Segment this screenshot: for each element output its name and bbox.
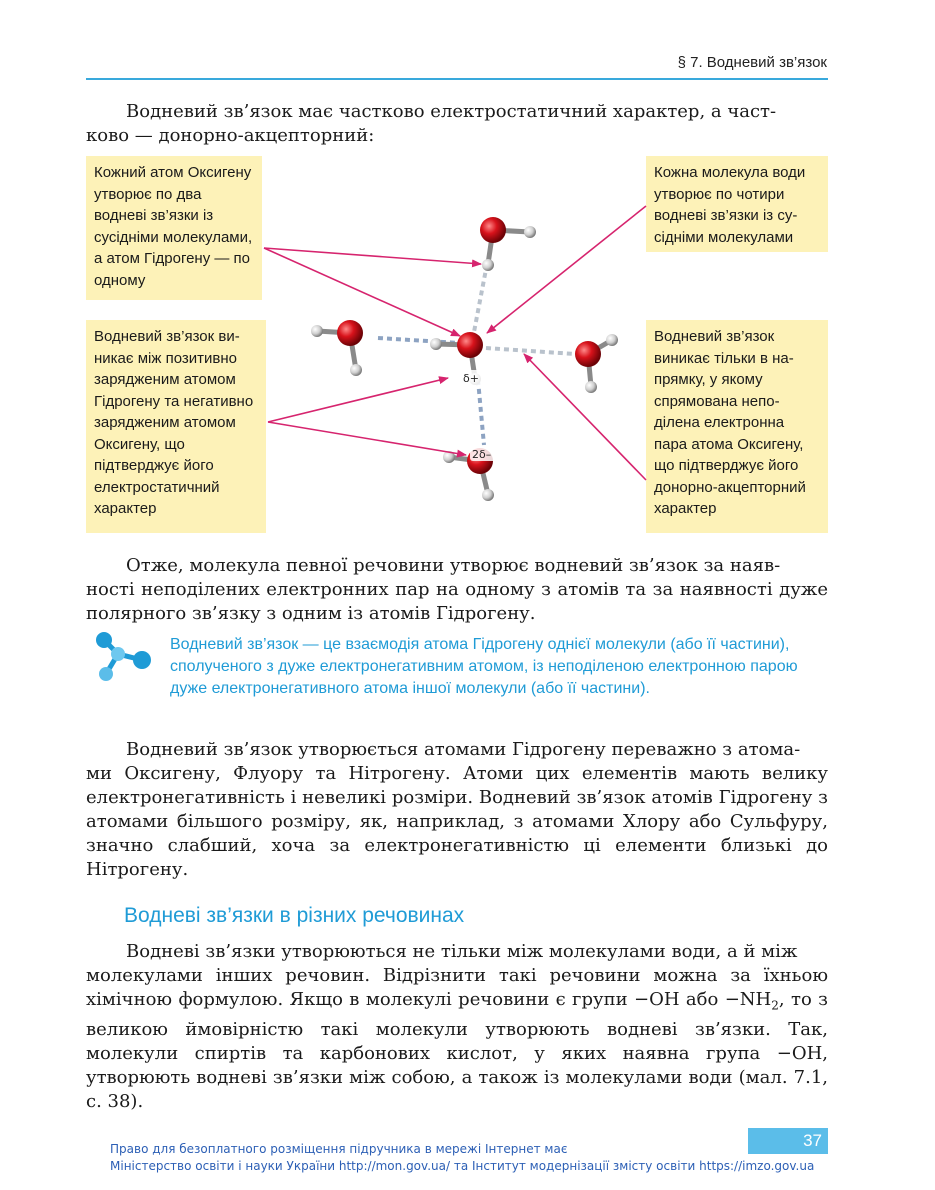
footer-line-1: Право для безоплатного розміщення підручника в мережі Інтернет має (110, 1142, 568, 1156)
callout-donor-acceptor: Водневий зв’язок виникає тільки в напрямку, у якому спрямована неподілена електронна пара атома Оксигену, що підтверджує його донорно-акцепторний характер (646, 320, 828, 533)
elements-paragraph: Водневий зв’язок утворюється атомами Гідрогену переважно з атома- ми Оксигену, Флуору та Нітрогену. Атоми цих елементів мають велику електронегативність і невеликі розміри. Водневий зв’язок атомів Гідрогену з атомами більшого розміру, як, наприклад, з атомами Хлору або Сульфуру, значно слабший, хоча за електронегативністю ці елементи близькі до Нітрогену. (86, 739, 828, 880)
hydrogen-bond-top (474, 264, 487, 332)
hydrogen-atom (585, 381, 597, 393)
hydrogen-atom (311, 325, 323, 337)
hydrogen-bond-right (486, 348, 575, 354)
oxygen-atom-left (337, 320, 363, 346)
arrow-from-donor-acceptor (524, 354, 646, 480)
delta-minus-label: 2δ– (472, 448, 492, 461)
molecule-definition-icon (92, 630, 154, 686)
hydrogen-atom (482, 259, 494, 271)
hydrogen-atom (524, 226, 536, 238)
callout-electrostatic: Водневий зв’язок виникає між позитивно зарядженим атомом Гідрогену та негативно зарядженим атомом Оксигену, що підтверджує його електростатичний характер (86, 320, 266, 533)
conclusion-paragraph: Отже, молекула певної речовини утворює водневий зв’язок за наяв- ності неподілених електронних пар на одному з атомів та за наявності дуже полярного зв’язку з одним із атомів Гідрогену. (86, 555, 828, 624)
hydrogen-atom (482, 489, 494, 501)
arrow-to-delta-minus (268, 422, 466, 455)
arrow-to-delta-plus (268, 378, 448, 422)
oxygen-atom-center (457, 332, 483, 358)
arrow-from-four-bonds (487, 206, 646, 333)
hydrogen-atom (430, 338, 442, 350)
running-header: § 7. Водневий зв’язок (677, 54, 827, 71)
hydrogen-bond-bottom (478, 380, 484, 445)
water-hydrogen-bond-diagram (0, 0, 935, 560)
hydrogen-bond-definition: Водневий зв’язок — це взаємодія атома Гідрогену однієї молекули (або її частини), сполученого з дуже електронегативним атомом, із неподіленою електронною парою дуже електронегативного атома іншої молекули (або її частини). (170, 636, 798, 697)
hydrogen-atom (350, 364, 362, 376)
intro-paragraph: Водневий зв’язок має частково електростатичний характер, а част- ково — донорно-акцепторний: (86, 101, 777, 146)
page-number: 37 (748, 1128, 828, 1154)
arrow-to-top-hydrogen (264, 248, 481, 264)
hydrogen-atom (606, 334, 618, 346)
substances-paragraph: Водневі зв’язки утворюються не тільки між молекулами води, а й між молекулами інших речовин. Відрізнити такі речовини можна за їхньою хімічною формулою. Якщо в молекулі речовини є групи −OH або $-NH_2$, то з великою ймовірністю такі молекули утворюють водневі зв’язки. Так, молекули спиртів та карбонових кислот, у яких наявна група −OH, утворюють водневі зв’язки між собою, а також із молекулами води (мал. 7.1, с. 38). (86, 941, 829, 1112)
callout-oxygen-bonds: Кожний атом Оксигену утворює по два водневі зв’язки із сусідніми молекулами, а атом Гідрогену — по одному (86, 156, 262, 300)
arrow-to-center-oxygen (264, 248, 460, 336)
oxygen-atom-right (575, 341, 601, 367)
oxygen-atom-top (480, 217, 506, 243)
callout-four-bonds: Кожна молекула води утворює по чотири водневі зв’язки із сусідніми молекулами (646, 156, 828, 252)
delta-plus-label: δ+ (463, 372, 479, 385)
footer-line-2: Міністерство освіти і науки України http://mon.gov.ua/ та Інститут модернізації змісту освіти https://imzo.gov.ua (110, 1159, 815, 1173)
section-title: Водневі зв’язки в різних речовинах (124, 904, 465, 927)
